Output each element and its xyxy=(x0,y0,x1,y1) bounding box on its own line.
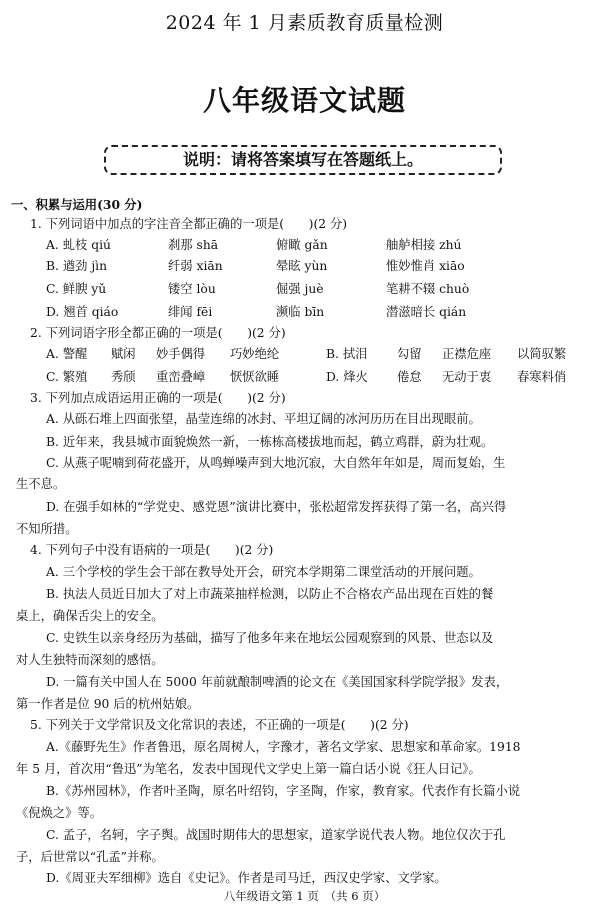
q3-option-d: D. 在强手如林的“学党史、感党恩”演讲比赛中，张松超常发挥获得了第一名，高兴得 xyxy=(46,500,507,514)
q3-option-b: B. 近年来，我县城市面貌焕然一新，一栋栋高楼拔地而起，鹤立鸡群，蔚为壮观。 xyxy=(46,435,494,449)
q4-option-b: B. 执法人员近日加大了对上市蔬菜抽样检测，以防止不合格农产品出现在百姓的餐 xyxy=(46,587,494,601)
q5-option-d: D.《周亚夫军细柳》选自《史记》。作者是司马迁，西汉史学家、文学家。 xyxy=(46,871,447,885)
q1-option-b-2: 纤弱 xiān xyxy=(168,259,223,273)
page-footer: 八年级语文第 1 页 （共 6 页） xyxy=(223,889,386,903)
question-1-stem: 1. 下列词语中加点的字注音全都正确的一项是( )(2 分) xyxy=(30,217,348,231)
q1-option-a-2: 刹那 shā xyxy=(168,238,219,252)
q1-option-a-4: 舳舻相接 zhú xyxy=(386,238,462,252)
q4-option-a: A. 三个学校的学生会干部在教导处开会，研究本学期第二课堂活动的开展问题。 xyxy=(46,565,481,579)
q2-word: 以简驭繁 xyxy=(517,347,567,361)
question-4-stem: 4. 下列句子中没有语病的一项是( )(2 分) xyxy=(30,543,274,557)
q1-option-d-4: 潜滋暗长 qián xyxy=(386,305,467,319)
q3-option-d-cont: 不知所措。 xyxy=(16,522,78,536)
q2-word: 巧妙绝纶 xyxy=(230,347,280,361)
q2-word: 正襟危座 xyxy=(442,347,492,361)
q5-option-a-cont: 年 5 月，首次用“鲁迅”为笔名，发表中国现代文学史上第一篇白话小说《狂人日记》。 xyxy=(16,762,481,776)
q2-word: 秀颀 xyxy=(111,370,136,384)
q2-word: A. 警醒 xyxy=(46,347,88,361)
q1-option-b-3: 晕眩 yùn xyxy=(276,259,328,273)
q1-option-d-3: 濒临 bīn xyxy=(276,305,325,319)
q2-word: 重峦叠嶂 xyxy=(156,370,206,384)
q2-word: 倦怠 xyxy=(397,370,422,384)
q2-word: 妙手偶得 xyxy=(156,347,206,361)
q1-option-c-3: 倔强 juè xyxy=(276,282,324,296)
q4-option-d: D. 一篇有关中国人在 5000 年前就酿制啤酒的论文在《美国国家科学院学报》发表， xyxy=(46,675,509,689)
question-5-stem: 5. 下列关于文学常识及文化常识的表述，不正确的一项是( )(2 分) xyxy=(30,718,409,732)
q1-option-b-1: B. 遒劲 jìn xyxy=(46,259,108,273)
q3-option-a: A. 从砾石堆上四面张望，晶莹连绵的冰封、平坦辽阔的冰河历历在目出现眼前。 xyxy=(46,412,481,426)
q1-option-c-2: 镂空 lòu xyxy=(168,282,216,296)
q1-option-d-2: 绯闻 fēi xyxy=(168,305,213,319)
question-3-stem: 3. 下列加点成语运用正确的一项是( )(2 分) xyxy=(30,391,286,405)
q2-word: 勾留 xyxy=(397,347,422,361)
q1-option-c-1: C. 鲜腴 yǔ xyxy=(46,282,107,296)
q5-option-b-cont: 《倪焕之》等。 xyxy=(16,806,103,820)
q4-option-c-cont: 对人生独特而深刻的感悟。 xyxy=(16,653,164,667)
section-title: 一、积累与运用(30 分) xyxy=(11,197,143,212)
q2-word: 恹恹欲睡 xyxy=(230,370,280,384)
q5-option-b: B.《苏州园林》，作者叶圣陶，原名叶绍钧，字圣陶，作家，教育家。代表作有长篇小说 xyxy=(46,784,521,798)
q4-option-b-cont: 桌上，确保舌尖上的安全。 xyxy=(16,609,164,623)
instruction-box: 说明：请将答案填写在答题纸上。 xyxy=(104,145,502,175)
question-2-stem: 2. 下列词语字形全都正确的一项是( )(2 分) xyxy=(30,326,286,340)
q5-option-c-cont: 子，后世常以“孔孟”并称。 xyxy=(16,850,164,864)
q2-word: B. 拭泪 xyxy=(326,347,368,361)
subject-title: 八年级语文试题 xyxy=(202,84,406,117)
q4-option-d-cont: 第一作者是位 90 后的杭州姑娘。 xyxy=(16,697,200,711)
q1-option-a-1: A. 虬枝 qiú xyxy=(46,238,111,252)
q1-option-b-4: 惟妙惟肖 xiāo xyxy=(386,259,465,273)
q5-option-a: A.《藤野先生》作者鲁迅，原名周树人，字豫才，著名文学家、思想家和革命家。1918 xyxy=(46,740,521,754)
q3-option-c: C. 从燕子呢喃到荷花盛开，从鸣蝉噪声到大地沉寂，大自然年年如是，周而复始，生 xyxy=(46,456,506,470)
q2-word: 赋闲 xyxy=(111,347,136,361)
q1-option-d-1: D. 翘首 qiáo xyxy=(46,305,119,319)
q3-option-c-cont: 生不息。 xyxy=(16,477,66,491)
q2-word: C. 繁殖 xyxy=(46,370,88,384)
q1-option-c-4: 笔耕不辍 chuò xyxy=(386,282,470,296)
q1-option-a-3: 俯瞰 gǎn xyxy=(276,238,328,252)
q5-option-c: C. 孟子，名轲，字子舆。战国时期伟大的思想家，道家学说代表人物。地位仅次于孔 xyxy=(46,828,506,842)
exam-title: 2024 年 1 月素质教育质量检测 xyxy=(165,12,444,34)
q4-option-c: C. 史铁生以亲身经历为基础，描写了他多年来在地坛公园观察到的风景、世态以及 xyxy=(46,631,494,645)
q2-word: 无动于衷 xyxy=(442,370,492,384)
q2-word: D. 烽火 xyxy=(326,370,368,384)
q2-word: 春寒料俏 xyxy=(517,370,567,384)
